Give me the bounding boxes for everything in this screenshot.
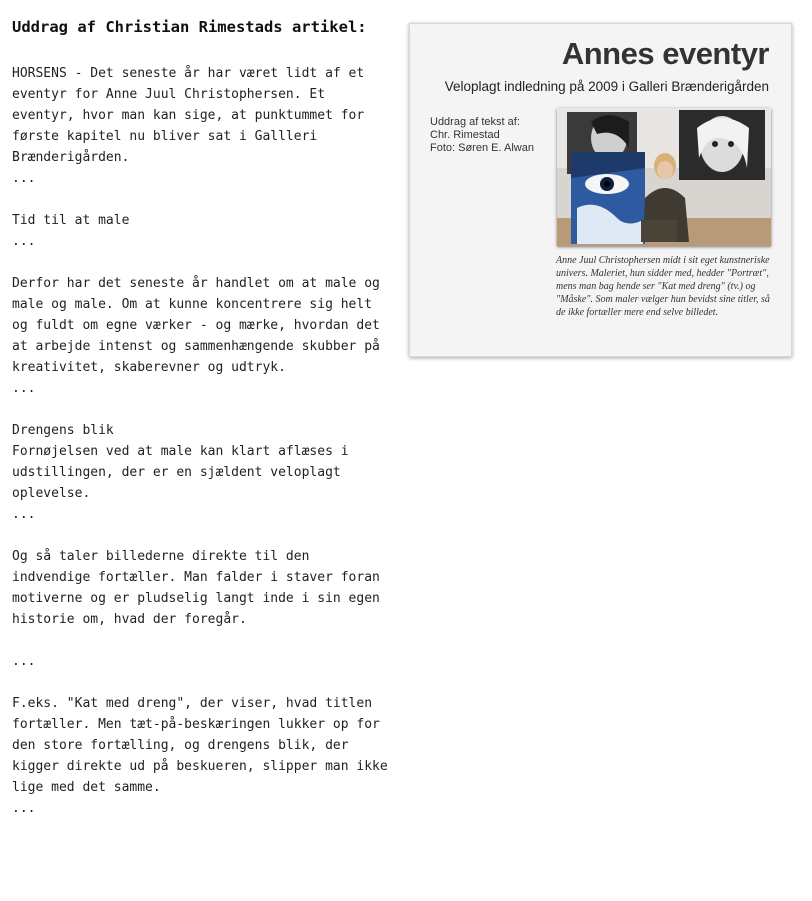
credit-line: Uddrag af tekst af: (430, 116, 520, 128)
article-headline: Uddrag af Christian Rimestads artikel: (12, 18, 367, 36)
credit-line: Foto: Søren E. Alwan (430, 142, 534, 154)
article-paragraph: Tid til at male ... (12, 213, 130, 249)
credit-line: Chr. Rimestad (430, 129, 500, 141)
photo-caption: Anne Juul Christophersen midt i sit eget kunstneriske univers. Maleriet, hun sidder med, hedder "Portræt", mens man bag hende ser "Kat med dreng" (tv.) og "Måske". Som maler vælger hun bevidst sine titler, så de ikke fortæller mere end selve billedet. (556, 255, 770, 318)
article-excerpt (12, 16, 392, 819)
article-paragraph: ... (12, 654, 36, 669)
article-paragraph: Drengens blik Fornøjelsen ved at male kan klart aflæses i udstillingen, der er en sjældent veloplagt oplevelse. ... (12, 423, 349, 522)
card-title: Annes eventyr (561, 36, 769, 71)
article-clipping-card (409, 23, 792, 357)
card-subtitle: Veloplagt indledning på 2009 i Galleri Brænderigården (444, 79, 769, 94)
article-paragraph: F.eks. "Kat med dreng", der viser, hvad titlen fortæller. Men tæt-på-beskæringen lukker op for den store fortælling, og drengens blik, der kigger direkte ud på beskueren, slipper man ikke lige med det samme. ... (12, 696, 388, 816)
article-paragraph: Derfor har det seneste år handlet om at male og male og male. Om at kunne koncentrere sig helt og fuldt om egne værker - og mærke, hvordan det at arbejde intenst og sammenhængende skubber på kreativitet, skaberevner og udtryk. ... (12, 276, 380, 396)
article-paragraph: HORSENS - Det seneste år har været lidt af et eventyr for Anne Juul Christophersen. Et eventyr, hvor man kan sige, at punktummet for første kapitel nu bliver sat i Gallleri Brænderigården. ... (12, 66, 365, 186)
credits (430, 116, 550, 155)
article-paragraph: Og så taler billederne direkte til den indvendige fortæller. Man falder i staver foran motiverne og er pludselig langt inde i sin egen historie om, hvad der foregår. (12, 549, 380, 627)
artist-photo (557, 108, 771, 246)
